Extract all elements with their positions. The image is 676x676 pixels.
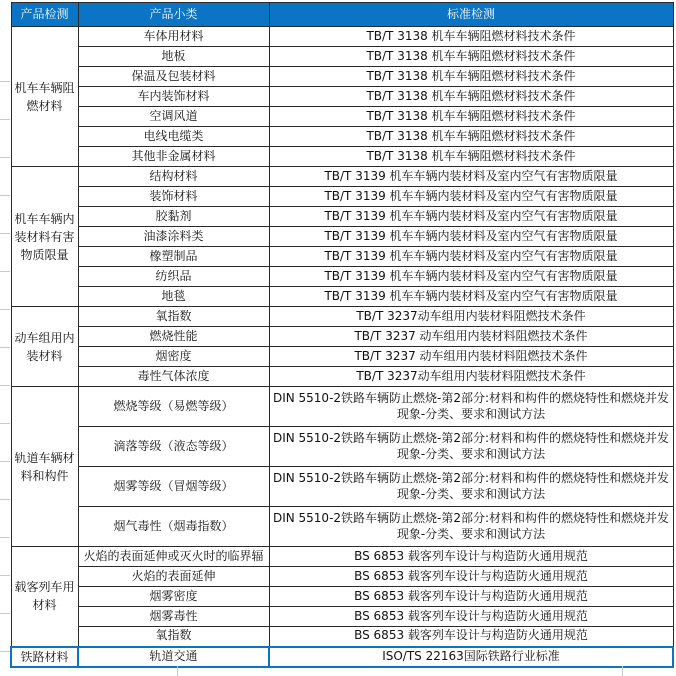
subcategory-cell[interactable]: 保温及包装材料	[78, 67, 269, 87]
table-header	[11, 3, 673, 27]
standard-cell[interactable]: BS 6853 载客列车设计与构造防火通用规范	[269, 547, 673, 567]
table-row	[11, 267, 673, 287]
category-cell[interactable]: 机车车辆阻燃材料	[11, 27, 78, 167]
subcategory-cell[interactable]: 火焰的表面延伸或灭火时的临界辐	[78, 547, 269, 567]
table-row	[11, 167, 673, 187]
category-cell[interactable]: 动车组用内装材料	[11, 307, 78, 387]
table-row	[11, 107, 673, 127]
subcategory-cell[interactable]: 结构材料	[78, 167, 269, 187]
table-row	[11, 647, 673, 667]
standard-cell[interactable]: DIN 5510-2铁路车辆防止燃烧-第2部分:材料和构件的燃烧特性和燃烧并发现象-分类、要求和测试方法	[269, 507, 673, 547]
standard-cell[interactable]: TB/T 3139 机车车辆内装材料及室内空气有害物质限量	[269, 207, 673, 227]
standard-cell[interactable]: TB/T 3237动车组用内装材料阻燃技术条件	[269, 307, 673, 327]
category-cell[interactable]: 铁路材料	[11, 647, 78, 667]
table-row	[11, 27, 673, 47]
standard-cell[interactable]: DIN 5510-2铁路车辆防止燃烧-第2部分:材料和构件的燃烧特性和燃烧并发现象-分类、要求和测试方法	[269, 387, 673, 427]
table-row	[11, 207, 673, 227]
table-row	[11, 67, 673, 87]
standard-cell[interactable]: TB/T 3138 机车车辆阻燃材料技术条件	[269, 27, 673, 47]
subcategory-cell[interactable]: 烟雾等级（冒烟等级）	[78, 467, 269, 507]
header-cell-product-test[interactable]: 产品检测	[11, 3, 78, 27]
table-row	[11, 147, 673, 167]
standard-cell[interactable]: TB/T 3139 机车车辆内装材料及室内空气有害物质限量	[269, 247, 673, 267]
subcategory-cell[interactable]: 其他非金属材料	[78, 147, 269, 167]
subcategory-cell[interactable]: 毒性气体浓度	[78, 367, 269, 387]
subcategory-cell[interactable]: 橡塑制品	[78, 247, 269, 267]
subcategory-cell[interactable]: 车内装饰材料	[78, 87, 269, 107]
subcategory-cell[interactable]: 烟密度	[78, 347, 269, 367]
standard-cell[interactable]: ISO/TS 22163国际铁路行业标准	[269, 647, 673, 667]
category-cell[interactable]: 载客列车用材料	[11, 547, 78, 647]
table-row	[11, 87, 673, 107]
subcategory-cell[interactable]: 氧指数	[78, 627, 269, 647]
subcategory-cell[interactable]: 油漆涂料类	[78, 227, 269, 247]
table-row	[11, 127, 673, 147]
standard-cell[interactable]: TB/T 3237 动车组用内装材料阻燃技术条件	[269, 327, 673, 347]
subcategory-cell[interactable]: 地毯	[78, 287, 269, 307]
table-row	[11, 187, 673, 207]
subcategory-cell[interactable]: 空调风道	[78, 107, 269, 127]
table-row	[11, 387, 673, 427]
subcategory-cell[interactable]: 轨道交通	[78, 647, 269, 667]
subcategory-cell[interactable]: 装饰材料	[78, 187, 269, 207]
table-row	[11, 427, 673, 467]
standard-cell[interactable]: BS 6853 载客列车设计与构造防火通用规范	[269, 627, 673, 647]
subcategory-cell[interactable]: 纺织品	[78, 267, 269, 287]
standard-cell[interactable]: TB/T 3138 机车车辆阻燃材料技术条件	[269, 47, 673, 67]
subcategory-cell[interactable]: 火焰的表面延伸	[78, 567, 269, 587]
table-row	[11, 627, 673, 647]
subcategory-cell[interactable]: 烟雾密度	[78, 587, 269, 607]
table-row	[11, 287, 673, 307]
standard-cell[interactable]: TB/T 3138 机车车辆阻燃材料技术条件	[269, 67, 673, 87]
worksheet-gridline	[177, 666, 178, 676]
standard-cell[interactable]: TB/T 3139 机车车辆内装材料及室内空气有害物质限量	[269, 227, 673, 247]
table-row	[11, 307, 673, 327]
subcategory-cell[interactable]: 滴落等级（液态等级）	[78, 427, 269, 467]
category-cell[interactable]: 轨道车辆材料和构件	[11, 387, 78, 547]
table-row	[11, 327, 673, 347]
standard-cell[interactable]: TB/T 3139 机车车辆内装材料及室内空气有害物质限量	[269, 287, 673, 307]
standard-cell[interactable]: TB/T 3139 机车车辆内装材料及室内空气有害物质限量	[269, 267, 673, 287]
table-row	[11, 467, 673, 507]
worksheet-gridline-ticks	[0, 44, 10, 666]
subcategory-cell[interactable]: 氧指数	[78, 307, 269, 327]
standard-cell[interactable]: TB/T 3139 机车车辆内装材料及室内空气有害物质限量	[269, 187, 673, 207]
standard-cell[interactable]: BS 6853 载客列车设计与构造防火通用规范	[269, 587, 673, 607]
worksheet-area	[10, 2, 674, 668]
standard-cell[interactable]: DIN 5510-2铁路车辆防止燃烧-第2部分:材料和构件的燃烧特性和燃烧并发现象-分类、要求和测试方法	[269, 467, 673, 507]
table-row	[11, 587, 673, 607]
table-row	[11, 247, 673, 267]
header-row	[11, 3, 673, 27]
standard-cell[interactable]: TB/T 3237 动车组用内装材料阻燃技术条件	[269, 347, 673, 367]
subcategory-cell[interactable]: 车体用材料	[78, 27, 269, 47]
standard-cell[interactable]: BS 6853 载客列车设计与构造防火通用规范	[269, 567, 673, 587]
standard-cell[interactable]: TB/T 3139 机车车辆内装材料及室内空气有害物质限量	[269, 167, 673, 187]
standard-cell[interactable]: DIN 5510-2铁路车辆防止燃烧-第2部分:材料和构件的燃烧特性和燃烧并发现象-分类、要求和测试方法	[269, 427, 673, 467]
table-row	[11, 47, 673, 67]
standard-cell[interactable]: TB/T 3138 机车车辆阻燃材料技术条件	[269, 107, 673, 127]
worksheet-gridline	[622, 666, 623, 676]
subcategory-cell[interactable]: 烟气毒性（烟毒指数）	[78, 507, 269, 547]
standard-cell[interactable]: TB/T 3138 机车车辆阻燃材料技术条件	[269, 147, 673, 167]
header-cell-product-subcategory[interactable]: 产品小类	[78, 3, 269, 27]
subcategory-cell[interactable]: 烟雾毒性	[78, 607, 269, 627]
table-row	[11, 347, 673, 367]
table-row	[11, 507, 673, 547]
category-cell[interactable]: 机车车辆内装材料有害物质限量	[11, 167, 78, 307]
standard-cell[interactable]: TB/T 3138 机车车辆阻燃材料技术条件	[269, 87, 673, 107]
subcategory-cell[interactable]: 地板	[78, 47, 269, 67]
table-body	[11, 27, 673, 667]
table-row	[11, 567, 673, 587]
standard-cell[interactable]: BS 6853 载客列车设计与构造防火通用规范	[269, 607, 673, 627]
subcategory-cell[interactable]: 燃烧性能	[78, 327, 269, 347]
table-row	[11, 367, 673, 387]
standard-cell[interactable]: TB/T 3237动车组用内装材料阻燃技术条件	[269, 367, 673, 387]
table-row	[11, 227, 673, 247]
standards-table	[10, 2, 674, 668]
standard-cell[interactable]: TB/T 3138 机车车辆阻燃材料技术条件	[269, 127, 673, 147]
subcategory-cell[interactable]: 燃烧等级（易燃等级）	[78, 387, 269, 427]
table-row	[11, 607, 673, 627]
subcategory-cell[interactable]: 电线电缆类	[78, 127, 269, 147]
table-row	[11, 547, 673, 567]
header-cell-standard-test[interactable]: 标准检测	[269, 3, 673, 27]
subcategory-cell[interactable]: 胶黏剂	[78, 207, 269, 227]
